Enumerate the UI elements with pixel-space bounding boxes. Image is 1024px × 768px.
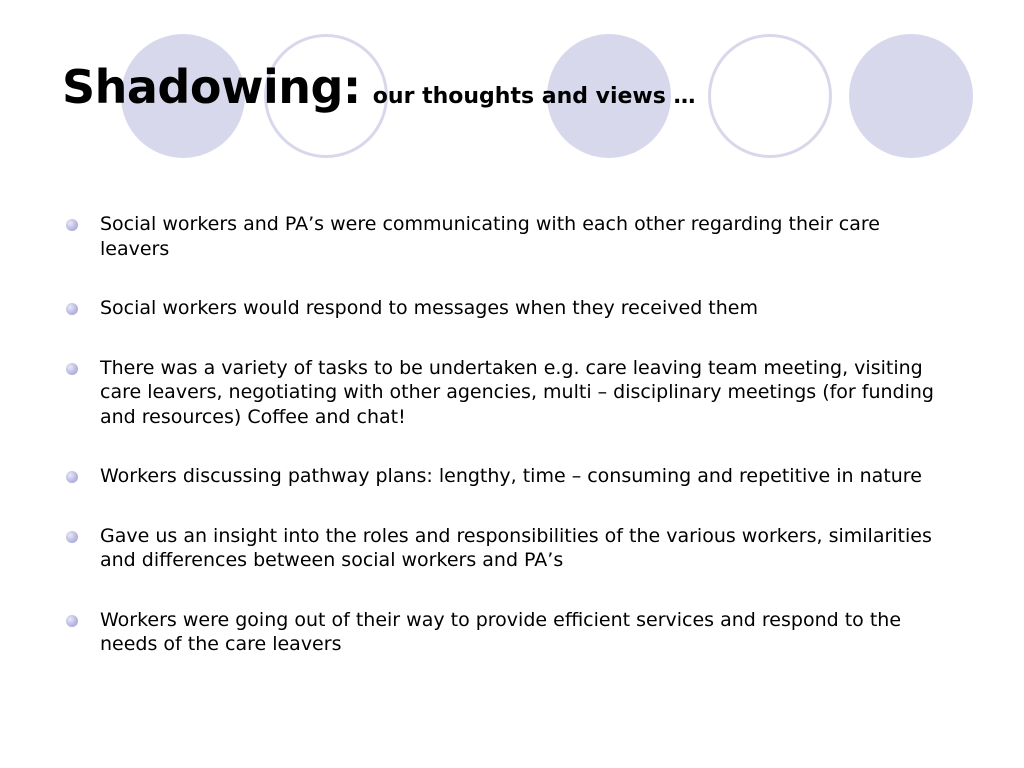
bullet-item [62, 296, 952, 321]
decorative-circle-outline [708, 34, 832, 158]
slide-title-main: Shadowing: [62, 60, 361, 114]
bullet-item [62, 608, 952, 657]
circle-bullet-icon [66, 615, 78, 627]
bullet-text: There was a variety of tasks to be undertaken e.g. care leaving team meeting, visiting care leavers, negotiating with other agencies, multi – disciplinary meetings (for funding and resources) Coffee and chat! [100, 356, 934, 428]
bullet-item [62, 524, 952, 573]
bullet-item [62, 464, 952, 489]
bullet-item [62, 212, 952, 261]
bullet-text: Workers were going out of their way to provide efficient services and respond to the needs of the care leavers [100, 608, 902, 655]
circle-bullet-icon [66, 531, 78, 543]
circle-bullet-icon [66, 363, 78, 375]
bullet-text: Workers discussing pathway plans: lengthy, time – consuming and repetitive in nature [100, 465, 922, 487]
bullet-item [62, 356, 952, 430]
bullet-list [62, 212, 952, 657]
circle-bullet-icon [66, 303, 78, 315]
circle-bullet-icon [66, 471, 78, 483]
circle-bullet-icon [66, 219, 78, 231]
bullet-text: Gave us an insight into the roles and responsibilities of the various workers, similarities and differences between social workers and PA’s [100, 524, 932, 571]
slide-title [62, 60, 696, 114]
slide-subtitle: our thoughts and views … [372, 84, 696, 109]
bullet-text: Social workers would respond to messages when they received them [100, 297, 758, 319]
bullet-text: Social workers and PA’s were communicating with each other regarding their care leavers [100, 213, 880, 260]
decorative-circle-filled [849, 34, 973, 158]
